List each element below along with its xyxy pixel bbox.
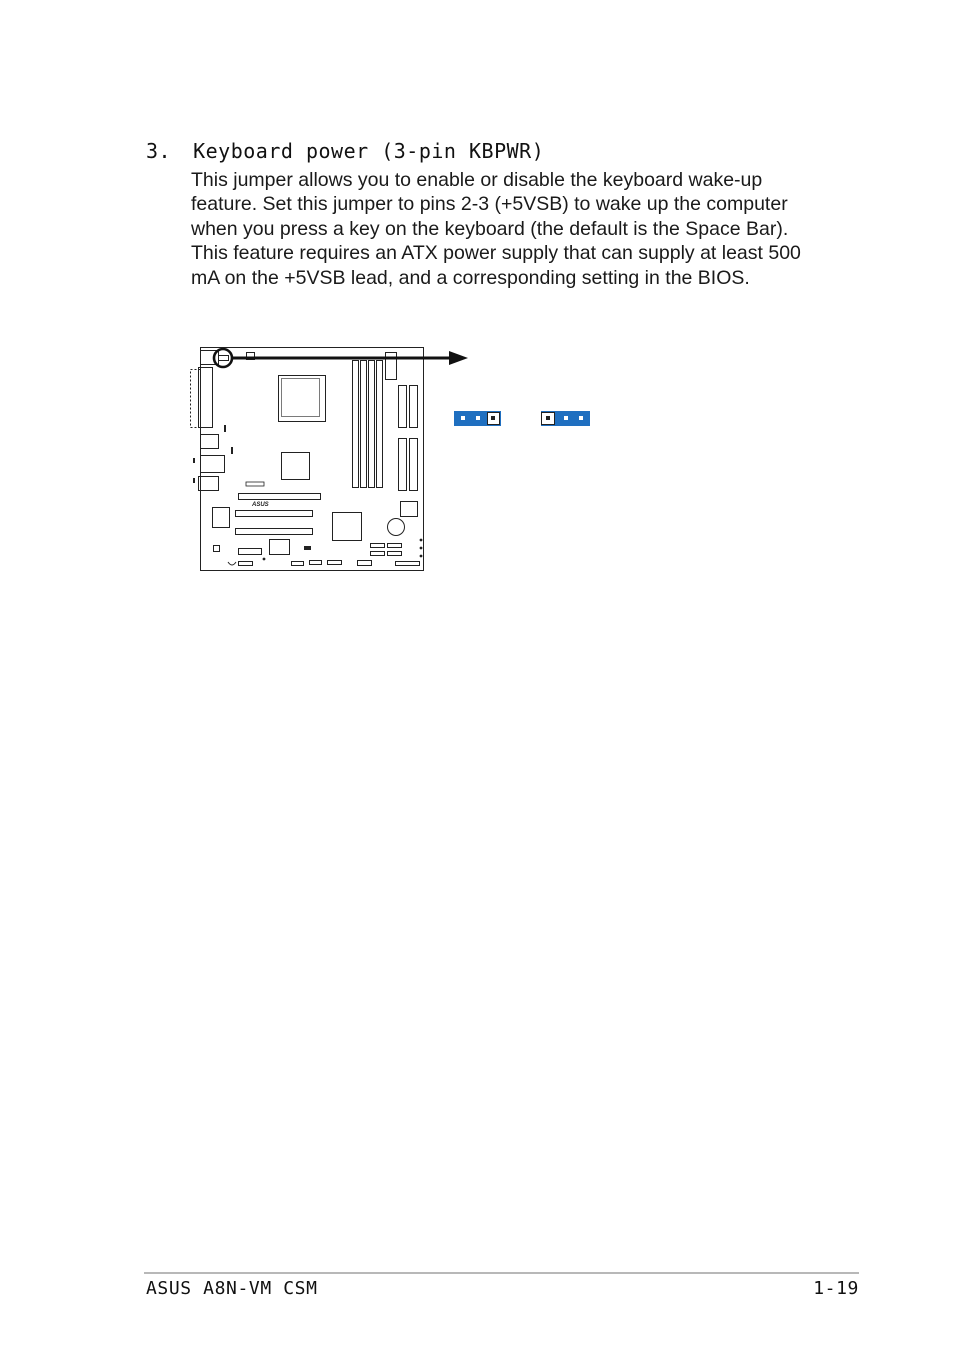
location-marker bbox=[214, 349, 232, 367]
kbpwr-location bbox=[219, 356, 229, 361]
section-number: 3. bbox=[146, 139, 172, 163]
pcie-slot bbox=[239, 494, 321, 500]
footer-manual-title: ASUS A8N-VM CSM bbox=[146, 1278, 318, 1299]
cpu-socket bbox=[279, 376, 326, 422]
board-logo: ASUS bbox=[252, 502, 269, 508]
motherboard-layout-diagram bbox=[185, 340, 605, 580]
section-body bbox=[191, 168, 821, 290]
battery bbox=[388, 519, 405, 536]
northbridge bbox=[282, 453, 310, 480]
jumper-setting-pins-1-2 bbox=[454, 411, 501, 426]
motherboard-outline bbox=[201, 348, 424, 571]
pci-slot bbox=[236, 511, 313, 517]
body-paragraph: This jumper allows you to enable or disable the keyboard wake-up feature. Set this jumper to pins 2-3 (+5VSB) to wake up the computer when you press a key on the keyboard (the default is the Space Bar). This feature requires an ATX power supply that can supply at least 500 mA on the +5VSB lead, and a corresponding setting in the BIOS. bbox=[191, 169, 801, 289]
section-heading bbox=[146, 139, 544, 163]
section-title: Keyboard power (3-pin KBPWR) bbox=[193, 139, 545, 163]
jumper-setting-pins-2-3 bbox=[541, 411, 590, 426]
footer-page-number: 1-19 bbox=[813, 1278, 859, 1299]
southbridge bbox=[333, 513, 362, 541]
dimm-slot bbox=[353, 361, 359, 488]
footer-rule bbox=[144, 1272, 859, 1274]
